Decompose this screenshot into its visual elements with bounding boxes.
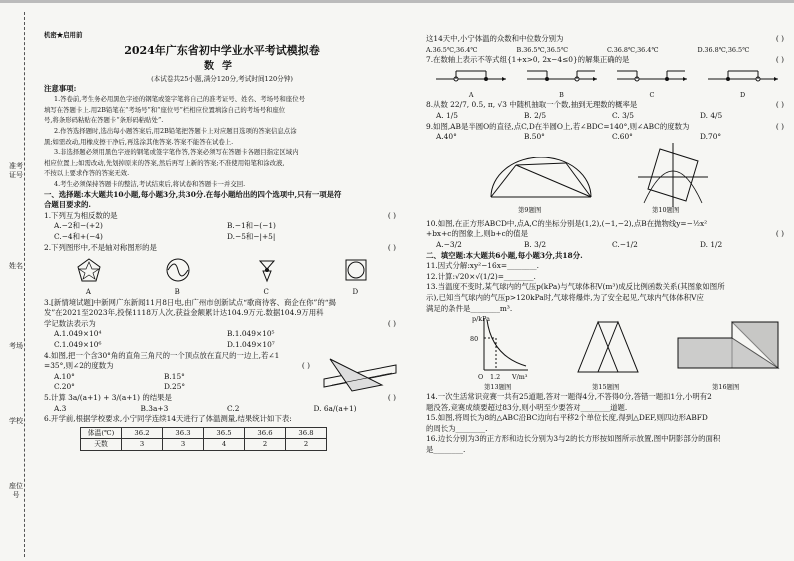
table-cell: 36.5 xyxy=(204,427,245,439)
q8-text: 8.从数 22/7, 0.5, π, √3 中随机抽取一个数,抽到无理数的概率是 xyxy=(426,100,638,110)
q7-answer-paren: ( ) xyxy=(775,55,784,65)
table-cell: 2 xyxy=(245,439,286,451)
notice-line: 号,将条形码粘贴在答题卡“条形码粘贴处”. xyxy=(44,116,164,125)
q4-options-2 xyxy=(44,382,274,393)
notice-line: 黑;如需改动,用橡皮擦干净后,再选涂其他答案.答案不能答在试卷上. xyxy=(44,137,234,146)
graph-y-label: p/kPa xyxy=(472,315,490,324)
q10-line-last xyxy=(426,229,788,240)
q6-stem: 6.开学前,根据学校要求,小宁同学连续14天进行了体温测量,结果统计如下表: xyxy=(44,414,292,424)
q1-options-2 xyxy=(44,232,400,243)
q11: 11.因式分解:xy²−16x=________. xyxy=(426,261,539,271)
q9-option-c: C.60° xyxy=(612,132,633,142)
fig13-caption: 第13题图 xyxy=(484,383,512,392)
fig9-caption: 第9题图 xyxy=(518,205,542,214)
q14-line: 14.一次生活常识竞赛一共有25道题,答对一题得4分,不答得0分,答错一题扣1分,小明有2 xyxy=(426,392,712,402)
table-cell: 36.2 xyxy=(122,427,163,439)
table-cell: 3 xyxy=(163,439,204,451)
top-scan-strip xyxy=(0,0,794,8)
notice-line: 填写在答题卡上.用2B铅笔在“考场号”和“座位号”栏相应位置填涂自己的考场号和座位 xyxy=(44,105,286,114)
q7-letter-d: D xyxy=(740,90,746,99)
q1-text: 1.下列互为相反数的是 xyxy=(44,210,118,220)
q2-answer-paren: ( ) xyxy=(387,242,396,252)
table-cell: 体温(℃) xyxy=(81,427,122,439)
q10-answer-paren: ( ) xyxy=(775,229,784,239)
binding-label-school: 学校 xyxy=(9,417,23,425)
circle-wave-icon xyxy=(165,257,191,283)
graph-x-label: V/m³ xyxy=(512,373,528,382)
notice-line: 相应位置上;如需改动,先划掉原来的答案,然后再写上新的答案;不准使用铅笔和涂改液, xyxy=(44,158,285,167)
q1-option-b: B.−1和−(−1) xyxy=(227,221,276,231)
binding-label-room: 考场 xyxy=(9,342,23,350)
table-cell: 36.8 xyxy=(286,427,327,439)
q13-line: 13.当温度不变时,某气球内的气压p(kPa)与气球体积V(m³)成反比例函数关系(其图象如图所 xyxy=(426,282,725,292)
q14-line: 题没答,竞赛成绩要超过83分,则小明至少要答对________道题. xyxy=(426,402,628,412)
q8-stem xyxy=(426,100,788,111)
q7-text: 7.在数轴上表示不等式组{1+x>0, 2x−4≤0}的解集正确的是 xyxy=(426,55,630,65)
number-line-b xyxy=(525,67,599,89)
notice-line: 4.考生必须保持答题卡的整洁,考试结束后,将试卷和答题卡一并交回. xyxy=(54,179,246,188)
q9-option-a: A.40° xyxy=(436,132,457,142)
notice-line: 1.答卷前,考生务必用黑色字迹的钢笔或签字笔将自己的准考证号、姓名、考场号和座位号 xyxy=(54,95,305,104)
coordinate-square-figure xyxy=(638,143,708,207)
binding-label-ticket: 准考证号 xyxy=(9,162,23,179)
q5-answer-paren: ( ) xyxy=(387,393,396,403)
q9-option-b: B.50° xyxy=(524,132,545,142)
q1-answer-paren: ( ) xyxy=(387,210,396,220)
exam-title: 2024年广东省初中学业水平考试模拟卷 xyxy=(124,43,320,57)
table-cell: 3 xyxy=(122,439,163,451)
q3-line: 发”在2021至2023年,投保1118万人次,获益金额累计达104.9万元.数据104.9万用科 xyxy=(44,308,324,318)
subject-title: 数学 xyxy=(204,60,240,72)
q2-letter-c: C xyxy=(263,288,269,297)
graph-x-tick: 1.2 xyxy=(490,373,501,382)
q3-text: 学记数法表示为 xyxy=(44,318,96,328)
q5-stem xyxy=(44,393,400,404)
q1-options xyxy=(44,221,400,232)
graph-origin: O xyxy=(478,373,484,382)
q6-options xyxy=(426,45,788,56)
q5-option-d: D. 6a/(a+1) xyxy=(313,403,357,413)
q2-figures xyxy=(44,253,400,287)
q4-block xyxy=(44,351,400,393)
q1-option-c: C.−4和+(−4) xyxy=(54,231,103,241)
binding-label-seat: 座位号 xyxy=(9,482,23,499)
q6-option-a: A.36.5℃,36.4℃ xyxy=(426,45,478,54)
q4-text: =35°,则∠2的度数为 xyxy=(44,361,114,371)
binding-label-name: 姓名 xyxy=(9,262,23,270)
q1-stem xyxy=(44,211,400,222)
q5-option-b: B.3a+3 xyxy=(140,403,169,413)
table-cell: 4 xyxy=(204,439,245,451)
fig16-caption: 第16题图 xyxy=(712,383,740,392)
number-line-a xyxy=(434,67,508,89)
inverse-function-graph xyxy=(476,316,530,376)
table-row xyxy=(81,439,327,451)
q10-options xyxy=(426,240,788,251)
binding-dash-line xyxy=(24,12,25,557)
q9-q10-figures xyxy=(426,143,788,215)
square-circle-icon xyxy=(343,257,369,283)
q4-option-d: D.25° xyxy=(164,382,186,392)
semicircle-figure xyxy=(486,157,596,205)
q3-options-2 xyxy=(44,340,400,351)
ruler-triangle-figure xyxy=(322,351,398,393)
q2-letter-b: B xyxy=(174,288,180,297)
pentagon-star-icon xyxy=(76,257,102,283)
q10-option-b: B. 3/2 xyxy=(524,239,547,249)
number-line-d xyxy=(706,67,780,89)
q7-letter-c: C xyxy=(649,90,655,99)
confidential-mark: 机密★启用前 xyxy=(44,31,83,39)
q8-option-a: A. 1/5 xyxy=(436,110,458,120)
q5-options xyxy=(44,404,400,415)
q9-stem xyxy=(426,122,788,133)
q4-options xyxy=(44,372,274,383)
q2-letter-a: A xyxy=(85,288,91,297)
fig10-caption: 第10题图 xyxy=(652,205,680,214)
q2-letter-d: D xyxy=(352,288,359,297)
q16-line: 16.边长分别为3的正方形和边长分别为3与2的长方形按如图所示放置,图中阴影部分的面积 xyxy=(426,434,721,444)
q13-line: 示),已知当气球内的气压p>120kPa时,气球将爆炸,为了安全起见,气球内气体体积V应 xyxy=(426,292,704,302)
square-rectangle-figure xyxy=(676,318,780,376)
translated-triangles-figure xyxy=(576,320,646,376)
q12: 12.计算:√20×√(1/2)=________. xyxy=(426,271,536,281)
q4-answer-paren: ( ) xyxy=(301,361,310,371)
q15-line: 15.如图,将周长为8的△ABC沿BC边向右平移2个单位长度,得到△DEF,则四边形ABFD xyxy=(426,413,708,423)
q3-option-d: D.1.049×10⁷ xyxy=(227,340,275,350)
table-cell: 36.3 xyxy=(163,427,204,439)
q3-option-a: A.1.049×10⁴ xyxy=(54,329,102,339)
triangle-trefoil-icon xyxy=(254,257,280,283)
q10-line: 10.如图,在正方形ABCD中,点A,C的坐标分别是(1,2),(−1,−2),点B在抛物线y=−½x² xyxy=(426,218,708,228)
q6-cont-text: 这14天中,小宁体温的众数和中位数分别为 xyxy=(426,34,564,43)
q6-option-b: B.36.5℃,36.5℃ xyxy=(516,45,569,54)
q3-option-b: B.1.049×10⁵ xyxy=(227,329,275,339)
q10-option-c: C.−1/2 xyxy=(612,239,638,249)
q6-cont-stem xyxy=(426,34,788,45)
q10-option-d: D. 1/2 xyxy=(700,239,723,249)
section1-heading: 一、选择题:本大题共10小题,每小题3分,共30分.在每小题给出的四个选项中,只有一项是符 xyxy=(44,189,342,199)
q5-option-c: C.2 xyxy=(227,403,240,413)
q4-option-c: C.20° xyxy=(54,382,75,392)
q6-temperature-table xyxy=(80,427,327,451)
right-column xyxy=(426,34,788,560)
section2-heading: 二、填空题:本大题共6小题,每小题3分,共18分. xyxy=(426,250,583,260)
q9-option-d: D.70° xyxy=(700,132,722,142)
table-cell: 2 xyxy=(286,439,327,451)
q8-options xyxy=(426,111,788,122)
exam-note: (本试卷共25小题,满分120分,考试时间120分钟) xyxy=(151,74,293,83)
q5-option-a: A.3 xyxy=(54,403,67,413)
q10-option-a: A.−3/2 xyxy=(436,239,462,249)
notice-line: 2.作答选择题时,选出每小题答案后,用2B铅笔把答题卡上对应题目选项的答案信息点涂 xyxy=(54,126,297,135)
left-column xyxy=(44,30,400,556)
fig15-caption: 第15题图 xyxy=(592,383,620,392)
q4-line-last xyxy=(44,361,314,372)
table-cell: 36.6 xyxy=(245,427,286,439)
q4-line: 4.如图,把一个含30°角的直角三角尺的一个顶点放在直尺的一边上,若∠1 xyxy=(44,350,280,360)
q7-number-lines xyxy=(426,66,788,90)
q1-option-a: A.−2和−(+2) xyxy=(54,221,103,231)
q3-options xyxy=(44,329,400,340)
section1-heading-cont: 合题目要求的. xyxy=(44,200,91,210)
q2-stem xyxy=(44,243,400,254)
notice-line: 3.非选择题必须用黑色字迹的钢笔或签字笔作答,答案必须写在答题卡各题目指定区域内 xyxy=(54,148,299,157)
q8-option-d: D. 4/5 xyxy=(700,110,723,120)
q10-text: +bx+c的图象上,则b+c的值是 xyxy=(426,229,528,239)
q1-option-d: D.−5和−|+5| xyxy=(227,231,276,241)
q7-letters xyxy=(426,90,788,101)
q6-answer-paren: ( ) xyxy=(775,34,784,43)
q7-letter-b: B xyxy=(559,90,564,99)
q8-option-b: B. 2/5 xyxy=(524,110,547,120)
q3-line: 3.[新情境试题]中新网广东新闻11月8日电,由广州市创新试点“歌商待客、商企在你”的“揭 xyxy=(44,297,336,307)
q8-answer-paren: ( ) xyxy=(775,100,784,110)
table-row xyxy=(81,427,327,439)
q2-letters xyxy=(44,287,400,298)
q9-text: 9.如图,AB是半圆O的直径,点C,D在半圆O上,若∠BDC=140°,则∠ABC的度数为 xyxy=(426,121,690,131)
q9-answer-paren: ( ) xyxy=(775,121,784,131)
q2-text: 2.下列图形中,不是轴对称图形的是 xyxy=(44,242,157,252)
graph-y-tick: 80 xyxy=(470,335,479,344)
q6-option-c: C.36.8℃,36.4℃ xyxy=(607,45,659,54)
q4-option-a: A.10° xyxy=(54,371,75,381)
q7-letter-a: A xyxy=(468,90,474,99)
q13-line: 满足的条件是________m³. xyxy=(426,303,513,313)
q3-line-last xyxy=(44,319,400,330)
q15-line: 的周长为________. xyxy=(426,423,488,433)
q7-stem xyxy=(426,55,788,66)
q9-options xyxy=(426,132,788,143)
q3-option-c: C.1.049×10⁶ xyxy=(54,340,102,350)
table-cell: 天数 xyxy=(81,439,122,451)
q8-option-c: C. 3/5 xyxy=(612,110,634,120)
notice-heading: 注意事项: xyxy=(44,83,77,93)
number-line-c xyxy=(615,67,689,89)
q5-text: 5.计算 3a/(a+1) + 3/(a+1) 的结果是 xyxy=(44,393,172,403)
q3-answer-paren: ( ) xyxy=(387,318,396,328)
q4-option-b: B.15° xyxy=(164,371,185,381)
q6-option-d: D.36.8℃,36.5℃ xyxy=(697,45,750,54)
q16-line: 是________. xyxy=(426,445,466,455)
binding-margin xyxy=(6,12,40,557)
notice-line: 不按以上要求作答的答案无效. xyxy=(44,169,130,178)
q13-q15-q16-figures xyxy=(426,314,788,392)
